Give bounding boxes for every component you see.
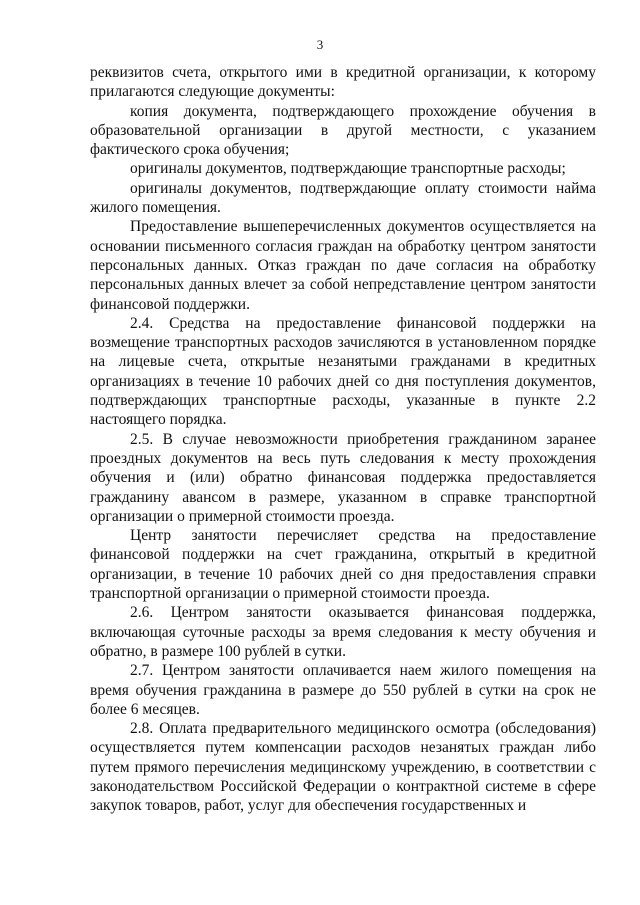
page-number: 3 — [316, 37, 324, 52]
paragraph: 2.8. Оплата предварительного медицинского осмотра (обследования) осуществляется путем компенсации расходов незанятых граждан либо путем прямого перечисления медицинскому учреждению, в соответствии с законодательством Российской Федерации о контрактной системе в сфере закупок товаров, работ, услуг для обеспечения государственных и — [90, 720, 596, 815]
paragraph: оригиналы документов, подтверждающие транспортные расходы; — [130, 160, 566, 178]
document-body — [90, 63, 596, 816]
paragraph: 2.5. В случае невозможности приобретения гражданином заранее проездных документов на весь путь следования к месту прохождения обучения и (или) обратно финансовая поддержка предоставляется гражданину авансом в размере, указанном в справке транспортной организации о примерной стоимости проезда. — [90, 430, 596, 525]
paragraph: Предоставление вышеперечисленных документов осуществляется на основании письменного согласия граждан на обработку центром занятости персональных данных. Отказ граждан по даче согласия на обработку персональных данных влечет за собой непредставление центром занятости финансовой поддержки. — [90, 218, 596, 313]
paragraph: 2.6. Центром занятости оказывается финансовая поддержка, включающая суточные расходы за время следования к месту обучения и обратно, в размере 100 рублей в сутки. — [90, 604, 596, 660]
paragraph: реквизитов счета, открытого ими в кредитной организации, к которому прилагаются следующие документы: — [90, 64, 596, 101]
paragraph: 2.4. Средства на предоставление финансовой поддержки на возмещение транспортных расходов зачисляются в установленном порядке на лицевые счета, открытые незанятыми гражданами в кредитных организациях в течение 10 рабочих дней со дня поступления документов, подтверждающих транспортные расходы, указанные в пункте 2.2 настоящего порядка. — [90, 314, 596, 429]
paragraph: копия документа, подтверждающего прохождение обучения в образовательной организации в другой местности, с указанием фактического срока обучения; — [90, 102, 596, 159]
paragraph: Центр занятости перечисляет средства на предоставление финансовой поддержки на счет гражданина, открытый в кредитной организации, в течение 10 рабочих дней со дня предоставления справки транспортной организации о примерной стоимости проезда. — [90, 527, 596, 603]
paragraph: оригиналы документов, подтверждающие оплату стоимости найма жилого помещения. — [90, 179, 596, 217]
paragraph: 2.7. Центром занятости оплачивается наем жилого помещения на время обучения гражданина в размере до 550 рублей в сутки на срок не более 6 месяцев. — [90, 662, 596, 718]
